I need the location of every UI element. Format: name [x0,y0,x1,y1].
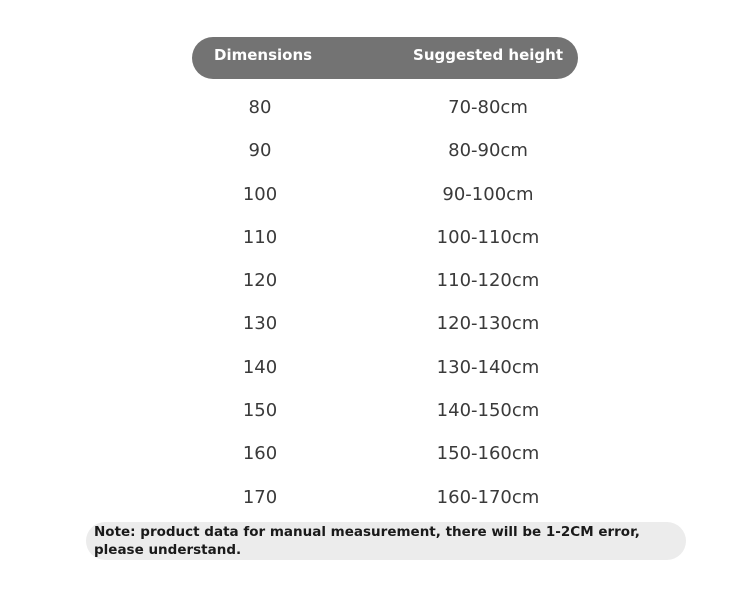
table-row [0,476,750,519]
size-cell: 150 [242,400,278,422]
size-cell: 80 [248,97,272,118]
height-cell: 110-120cm [436,270,540,292]
height-cell: 70-80cm [448,97,528,118]
table-row [0,432,750,475]
height-cell: 160-170cm [436,486,540,508]
height-cell: 150-160cm [436,443,540,465]
table-row [0,389,750,432]
size-cell: 90 [248,140,272,162]
height-cell: 100-110cm [436,226,540,248]
table-row [0,259,750,302]
height-cell: 90-100cm [442,183,534,205]
size-cell: 140 [242,356,278,378]
size-cell: 160 [242,443,278,465]
header-dimensions: Dimensions [214,46,313,64]
header-suggested-height: Suggested height [413,46,563,64]
size-table [0,86,750,519]
size-cell: 130 [242,313,278,335]
size-cell: 110 [242,226,278,248]
table-row [0,86,750,129]
table-row [0,302,750,345]
table-row [0,129,750,172]
size-cell: 100 [242,183,278,205]
size-cell: 120 [242,270,278,292]
table-header [192,37,578,79]
height-cell: 130-140cm [436,356,540,378]
height-cell: 140-150cm [436,400,540,422]
height-cell: 80-90cm [448,140,528,162]
table-row [0,346,750,389]
measurement-note: Note: product data for manual measurement, there will be 1-2CM error, please understand. [86,522,686,560]
height-cell: 120-130cm [436,313,540,335]
table-row [0,173,750,216]
size-cell: 170 [242,486,278,508]
table-row [0,216,750,259]
